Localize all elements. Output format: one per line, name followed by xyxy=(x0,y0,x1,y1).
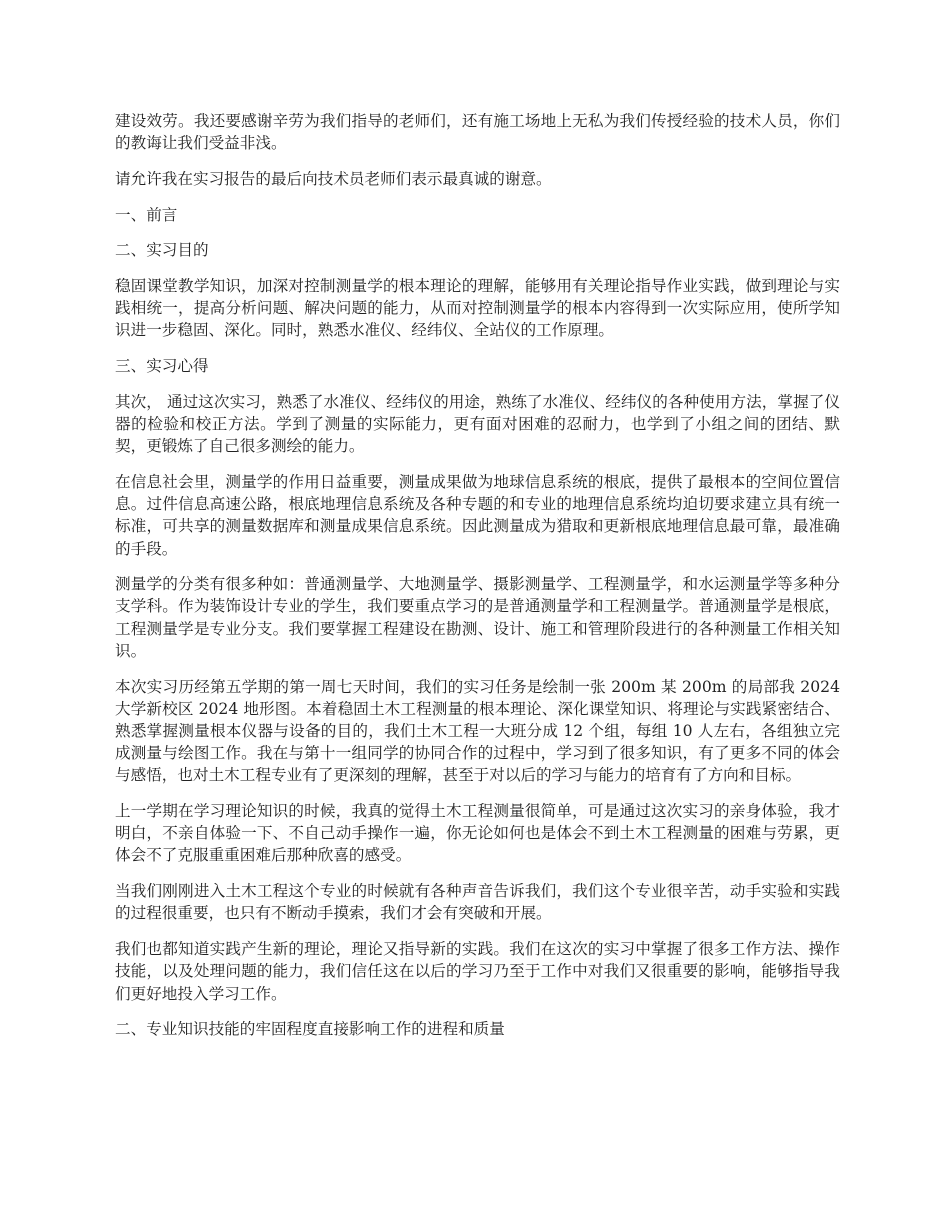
paragraph-practice-theory: 我们也都知道实践产生新的理论，理论又指导新的实践。我们在这次的实习中掌握了很多工作方法、操作技能，以及处理问题的能力，我们信任这在以后的学习乃至于工作中对我们又很重要的影响，能够指导我们更好地投入学习工作。 xyxy=(115,940,840,1003)
paragraph-acknowledgement: 建设效劳。我还要感谢辛劳为我们指导的老师们，还有施工场地上无私为我们传授经验的技术人员，你们的教诲让我们受益非浅。 xyxy=(115,112,840,153)
paragraph-thanks: 请允许我在实习报告的最后向技术员老师们表示最真诚的谢意。 xyxy=(115,169,552,188)
paragraph-instruments: 其次， 通过这次实习，熟悉了水准仪、经纬仪的用途，熟练了水准仪、经纬仪的各种使用方法，掌握了仪器的检验和校正方法。学到了测量的实际能力，更有面对困难的忍耐力，也学到了小组之间的团结、默契，更锻炼了自己很多测绘的能力。 xyxy=(115,392,840,456)
paragraph-information-society: 在信息社会里，测量学的作用日益重要，测量成果做为地球信息系统的根底，提供了最根本的空间位置信息。过件信息高速公路，根底地理信息系统及各种专题的和专业的地理信息系统均迫切要求建立具有统一标准，可共享的测量数据库和测量成果信息系统。因此测量成为猎取和更新根底地理信息最可靠，最准确的手段。 xyxy=(115,472,840,558)
heading-purpose: 二、实习目的 xyxy=(115,241,209,260)
heading-professional-skills: 二、专业知识技能的牢固程度直接影响工作的进程和质量 xyxy=(115,1020,505,1039)
heading-preface: 一、前言 xyxy=(115,205,178,224)
paragraph-survey-categories: 测量学的分类有很多种如：普通测量学、大地测量学、摄影测量学、工程测量学，和水运测量学等多种分支学科。作为装饰设计专业的学生，我们要重点学习的是普通测量学和工程测量学。普通测量学是根底，工程测量学是专业分支。我们要掌握工程建设在勘测、设计、施工和管理阶段进行的各种测量工作相关知识。 xyxy=(115,575,840,660)
paragraph-purpose: 稳固课堂教学知识，加深对控制测量学的根本理论的理解，能够用有关理论指导作业实践，做到理论与实践相统一，提高分析问题、解决问题的能力，从而对控制测量学的根本内容得到一次实际应用，使所学知识进一步稳固、深化。同时，熟悉水准仪、经纬仪、全站仪的工作原理。 xyxy=(115,277,840,340)
document-page xyxy=(115,110,840,1054)
paragraph-last-semester: 上一学期在学习理论知识的时候，我真的觉得土木工程测量很简单，可是通过这次实习的亲身体验，我才明白，不亲自体验一下、不自己动手操作一遍，你无论如何也是体会不到土木工程测量的困难与劳累，更体会不了克服重重困难后那种欣喜的感受。 xyxy=(115,802,840,865)
heading-experience: 三、实习心得 xyxy=(115,357,209,376)
paragraph-internship-task: 本次实习历经第五学期的第一周七天时间，我们的实习任务是绘制一张 200m 某 200m 的局部我 2024 大学新校区 2024 地形图。本着稳固土木工程测量的根本理论、深化课堂知识、将理论与实践紧密结合、熟悉掌握测量根本仪器与设备的目的，我们土木工程一大班分成 12 个组，每组 10 人左右，各组独立完成测量与绘图工作。我在与第十一组同学的协同合作的过程中，学习到了很多知识，有了更多不同的体会与感悟，也对土木工程专业有了更深刻的理解，甚至于对以后的学习与能力的培育有了方向和目标。 xyxy=(115,677,840,785)
paragraph-major-intro: 当我们刚刚进入土木工程这个专业的时候就有各种声音告诉我们，我们这个专业很辛苦，动手实验和实践的过程很重要，也只有不断动手摸索，我们才会有突破和开展。 xyxy=(115,882,840,923)
